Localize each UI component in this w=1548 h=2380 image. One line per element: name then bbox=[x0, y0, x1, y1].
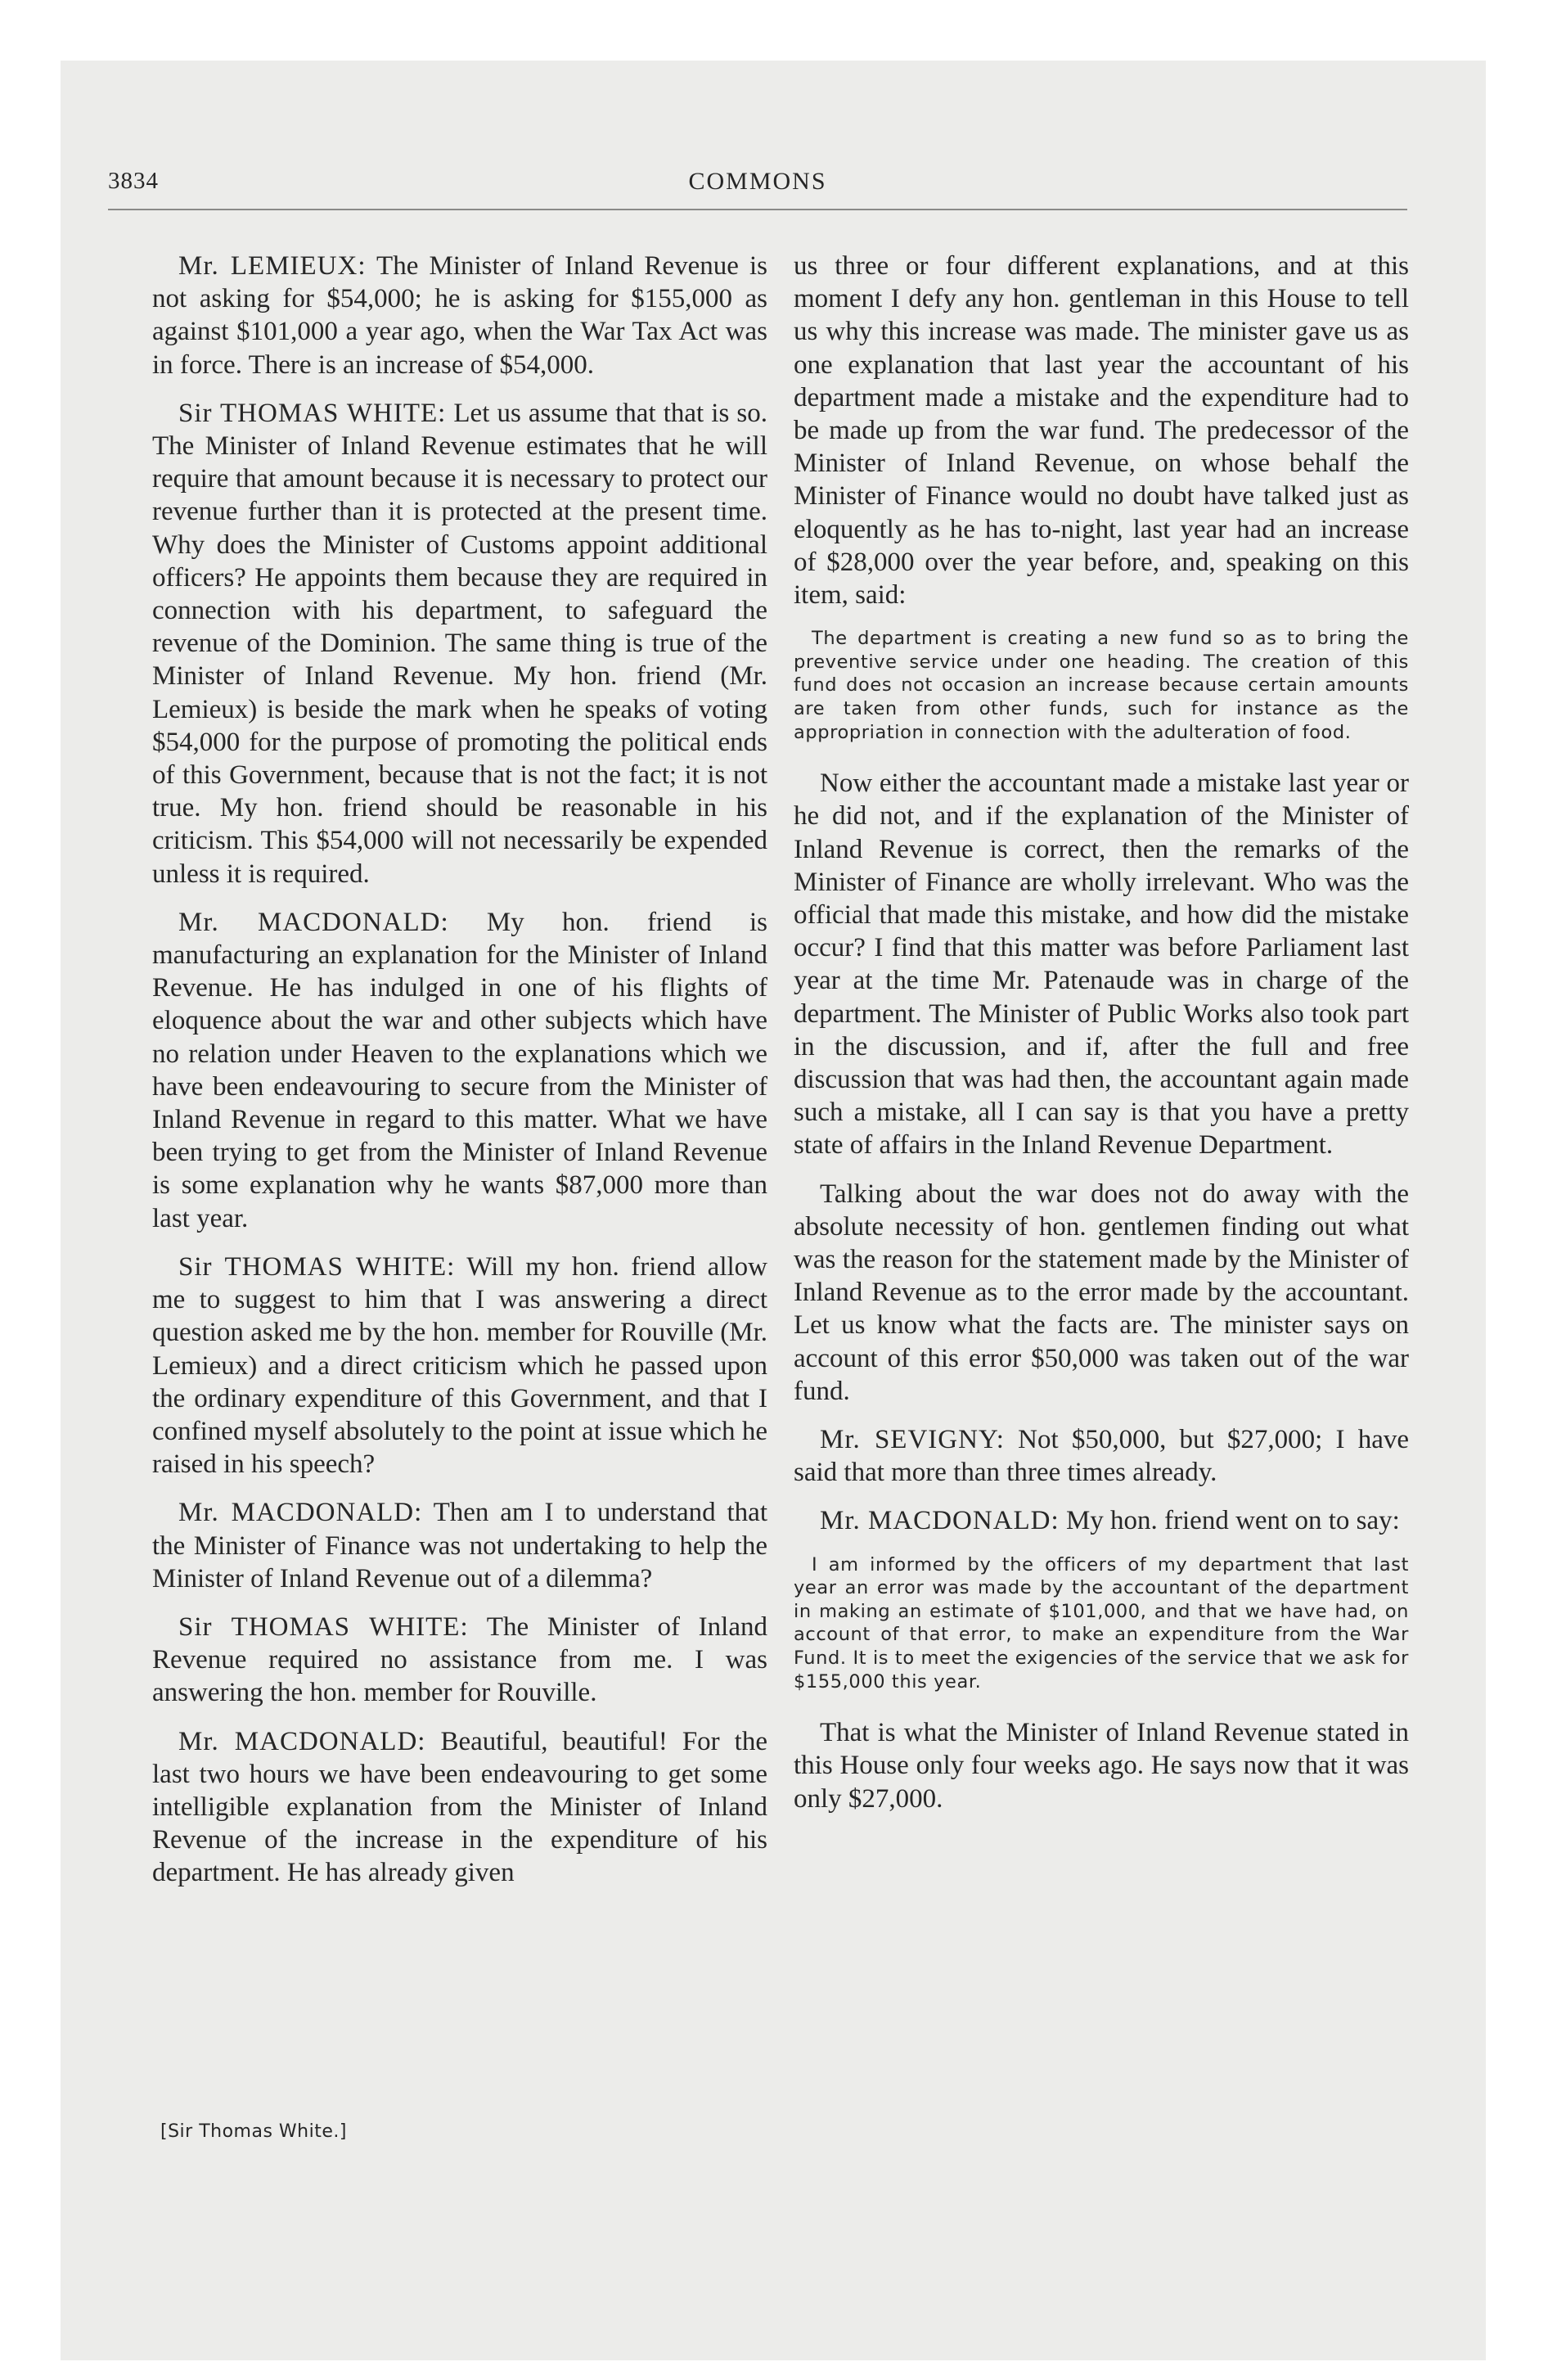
page-footnote: [Sir Thomas White.] bbox=[160, 2121, 347, 2142]
speech-paragraph: Now either the accountant made a mistake last year or he did not, and if the explanation of the Minister of Inland Revenue is correct, then the remarks of the Minister of Finance are wholly irrelevant. Who was the official that made this mistake, and how did the mistake occur? I find that this matter was before Parliament last year at the time Mr. Patenaude was in charge of the department. The Minister of Public Works also took part in the discussion, and if, after the full and free discussion that was had then, the accountant again made such a mistake, all I can say is that you have a pretty state of affairs in the Inland Revenue Department. bbox=[794, 769, 1409, 1161]
speaker-name: Mr. SEVIGNY: bbox=[820, 1425, 1005, 1455]
speech-paragraph bbox=[794, 1504, 1409, 1537]
running-head: COMMONS bbox=[688, 168, 827, 195]
speech-text: Let us assume that that is so. The Minister of Inland Revenue estimates that he will require that amount because it is necessary to protect our revenue further than it is protected at the present time. Why does the Minister of Customs appoint additional officers? He appoints them because they are required in connection with his department, to safeguard the revenue of the Dominion. The same thing is true of the Minister of Inland Revenue. My hon. friend (Mr. Lemieux) is beside the mark when he speaks of voting $54,000 for the purpose of promoting the political ends of this Government, because that is not the fact; it is not true. My hon. friend should be reasonable in his criticism. This $54,000 will not necessarily be expended unless it is required. bbox=[152, 398, 767, 889]
speech-paragraph bbox=[152, 1496, 767, 1595]
speaker-name: Sir THOMAS WHITE: bbox=[178, 1611, 469, 1642]
speech-text: Will my hon. friend allow me to suggest to him that I was answering a direct question asked me by the hon. member for Rouville (Mr. Lemieux) and a direct criticism which he passed upon the ordinary expenditure of this Government, and that I confined myself absolutely to the point at issue which he raised in his speech? bbox=[152, 1251, 767, 1480]
speech-paragraph bbox=[152, 250, 767, 381]
speech-paragraph bbox=[152, 1611, 767, 1710]
quoted-passage: The department is creating a new fund so as to bring the preventive service under one heading. The creation of this fund does not occasion an increase because certain amounts are taken from other funds, such for instance as the appropriation in connection with the adulteration of food. bbox=[794, 628, 1409, 743]
page-number: 3834 bbox=[108, 168, 159, 194]
page-header bbox=[108, 168, 1407, 210]
speaker-name: Mr. MACDONALD: bbox=[820, 1506, 1060, 1536]
speech-paragraph bbox=[152, 906, 767, 1235]
speaker-name: Sir THOMAS WHITE: bbox=[178, 398, 447, 428]
speaker-name: Mr. MACDONALD: bbox=[178, 1726, 426, 1756]
speech-paragraph: That is what the Minister of Inland Revenue stated in this House only four weeks ago. He says now that it was only $27,000. bbox=[794, 1718, 1409, 1814]
speech-text: Not $50,000, but $27,000; I have said that more than three times already. bbox=[794, 1425, 1409, 1488]
speech-text: The Minister of Inland Revenue is not asking for $54,000; he is asking for $155,000 as against $101,000 a year ago, when the War Tax Act was in force. There is an increase of $54,000. bbox=[152, 251, 767, 380]
speech-text: My hon. friend is manufacturing an explanation for the Minister of Inland Revenue. He has indulged in one of his flights of eloquence about the war and other subjects which have no relation under Heaven to the explanations which we have been endeavouring to secure from the Minister of Inland Revenue in regard to this matter. What we have been trying to get from the Minister of Inland Revenue is some explanation why he wants $87,000 more than last year. bbox=[152, 907, 767, 1233]
speech-paragraph bbox=[794, 1423, 1409, 1489]
speaker-name: Mr. MACDONALD: bbox=[178, 1498, 423, 1528]
quoted-passage: I am informed by the officers of my department that last year an error was made by the accountant of the department in making an estimate of $101,000, and that we have had, on account of that error, to make an expenditure from the War Fund. It is to meet the exigencies of the service that we ask for $155,000 this year. bbox=[794, 1553, 1409, 1693]
speaker-name: Mr. LEMIEUX: bbox=[178, 251, 367, 281]
speaker-name: Mr. MACDONALD: bbox=[178, 907, 449, 937]
speech-paragraph bbox=[152, 1251, 767, 1481]
right-column bbox=[794, 250, 1409, 1831]
speech-paragraph bbox=[152, 1725, 767, 1890]
speech-continuation: us three or four different explanations, and at this moment I defy any hon. gentleman in this House to tell us why this increase was made. The minister gave us as one explanation that last year the accountant of his department made a mistake and the expenditure had to be made up from the war fund. The predecessor of the Minister of Inland Revenue, on whose behalf the Minister of Finance would no doubt have talked just as eloquently as he has to-night, last year had an increase of $28,000 over the year before, and, speaking on this item, said: bbox=[794, 251, 1409, 611]
left-column bbox=[152, 250, 767, 1905]
speech-text: Beautiful, beautiful! For the last two hours we have been endeavouring to get some intelligible explanation from the Minister of Inland Revenue of the increase in the expenditure of his department. He has already given bbox=[152, 1726, 767, 1888]
speech-text: My hon. friend went on to say: bbox=[1059, 1506, 1400, 1536]
speech-paragraph: Talking about the war does not do away with the absolute necessity of hon. gentlemen finding out what was the reason for the statement made by the Minister of Inland Revenue as to the error made by the accountant. Let us know what the facts are. The minister says on account of this error $50,000 was taken out of the war fund. bbox=[794, 1179, 1409, 1406]
speaker-name: Sir THOMAS WHITE: bbox=[178, 1251, 456, 1282]
speech-text: The Minister of Inland Revenue required no assistance from me. I was answering the hon. member for Rouville. bbox=[152, 1611, 767, 1708]
speech-paragraph bbox=[152, 397, 767, 890]
speech-text: Then am I to understand that the Minister of Finance was not undertaking to help the Minister of Inland Revenue out of a dilemma? bbox=[152, 1498, 767, 1593]
